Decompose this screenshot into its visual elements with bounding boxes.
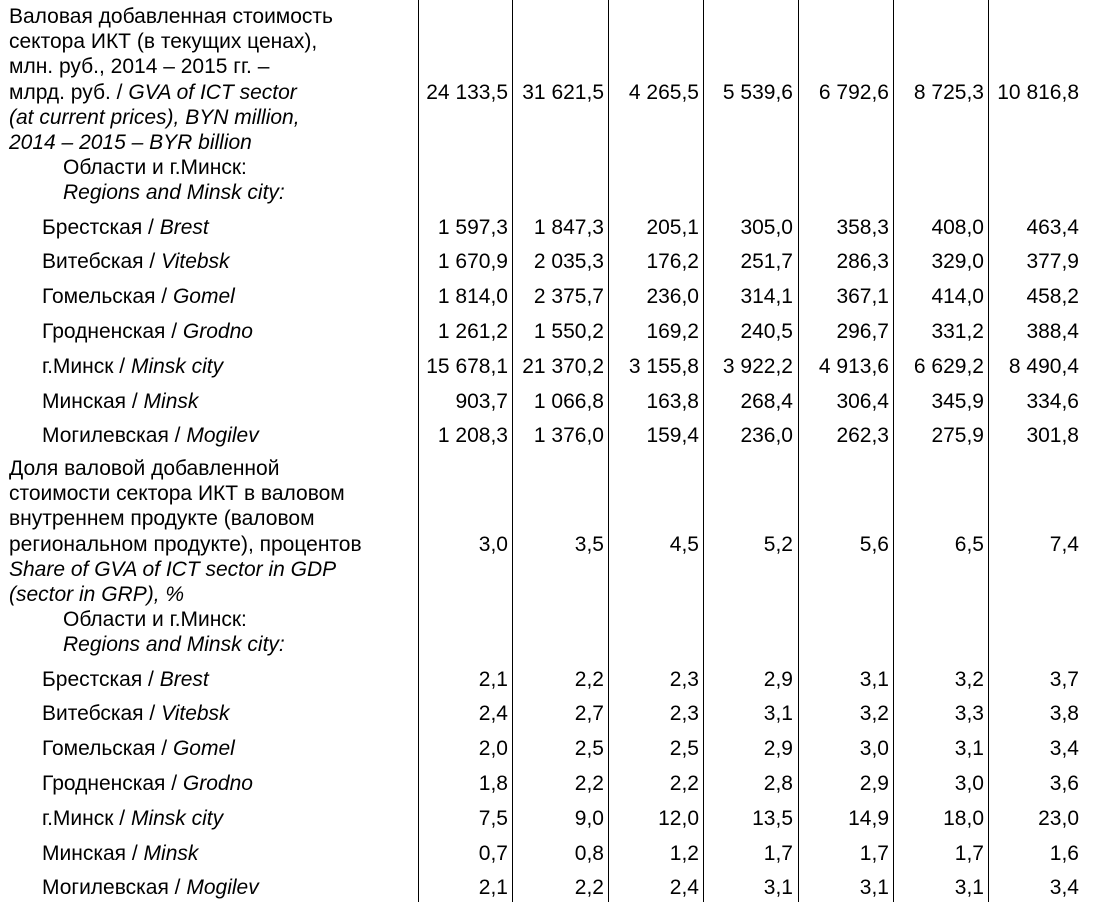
table-cell: 3,6: [1049, 772, 1079, 795]
table-cell: 3,1: [763, 702, 793, 726]
table-cell: 159,4: [646, 424, 699, 448]
total-value: 10 816,8: [997, 80, 1079, 104]
table-cell: 0,8: [574, 841, 604, 865]
table-cell: 3,0: [954, 772, 984, 795]
table-cell: 3,1: [859, 667, 889, 691]
section-title-line: [9, 54, 269, 79]
table-cell: 3,4: [1049, 876, 1079, 900]
table-cell: 268,4: [740, 389, 793, 413]
table-cell: 236,0: [646, 285, 699, 309]
column-rule: [418, 0, 419, 902]
table-cell: 1,7: [859, 841, 889, 865]
region-name-en: Gomel: [172, 285, 235, 309]
table-cell: 414,0: [931, 285, 984, 309]
title-text: (at current prices), BYN million,: [9, 105, 300, 129]
table-cell: 12,0: [658, 806, 699, 830]
table-cell: 8 490,4: [1008, 354, 1079, 378]
table-cell: 169,2: [646, 320, 699, 343]
table-cell: 6 629,2: [913, 354, 984, 378]
table-cell: 2,2: [574, 772, 604, 795]
table-cell: 1 670,9: [437, 250, 508, 274]
title-text: млрд. руб. /: [9, 80, 129, 104]
table-cell: 3 155,8: [628, 354, 699, 378]
table-cell: 240,5: [740, 320, 793, 343]
table-cell: 3,2: [859, 702, 889, 726]
table-cell: 2,3: [669, 702, 699, 726]
region-name-en: Mogilev: [186, 876, 259, 900]
total-value: 4 265,5: [628, 80, 699, 104]
table-cell: 251,7: [740, 250, 793, 274]
table-cell: 1 814,0: [437, 285, 508, 309]
table-cell: 2,5: [574, 737, 604, 761]
table-cell: 2,9: [859, 772, 889, 795]
title-text: Доля валовой добавленной: [9, 457, 280, 480]
table-cell: 163,8: [646, 389, 699, 413]
region-name-ru: Минская /: [42, 841, 144, 865]
table-cell: 2,1: [478, 667, 508, 691]
section-title-line: [9, 506, 315, 531]
column-rule: [512, 0, 513, 902]
table-cell: 13,5: [752, 806, 793, 830]
table-cell: 2,7: [574, 702, 604, 726]
table-row-label: [42, 249, 230, 274]
table-row-label: [42, 736, 235, 761]
table-cell: 2,1: [478, 876, 508, 900]
title-text: Валовая добавленная стоимость: [9, 5, 333, 28]
table-row-label: [42, 389, 198, 414]
table-cell: 15 678,1: [426, 354, 508, 378]
section-title-line: [9, 557, 336, 582]
title-text: внутреннем продукте (валовом: [9, 507, 315, 531]
table-cell: 1 066,8: [533, 389, 604, 413]
region-name-en: Mogilev: [186, 424, 259, 448]
table-cell: 314,1: [740, 285, 793, 309]
region-name-ru: Гродненская /: [42, 320, 183, 343]
title-text-en: GVA of ICT sector: [128, 80, 297, 104]
table-cell: 2,2: [574, 667, 604, 691]
table-row-label: [42, 354, 223, 379]
table-cell: 331,2: [931, 320, 984, 343]
table-cell: 3,0: [859, 737, 889, 761]
table-cell: 275,9: [931, 424, 984, 448]
table-row-label: [42, 319, 253, 344]
region-name-ru: г.Минск /: [42, 806, 131, 830]
table-cell: 1 208,3: [437, 424, 508, 448]
total-value: 5 539,6: [722, 80, 793, 104]
table-cell: 23,0: [1038, 806, 1079, 830]
table-cell: 334,6: [1026, 389, 1079, 413]
region-name-ru: Брестская /: [42, 215, 160, 239]
table-cell: 1 261,2: [437, 320, 508, 343]
table-cell: 2,0: [478, 737, 508, 761]
table-cell: 14,9: [848, 806, 889, 830]
region-name-ru: Витебская /: [42, 250, 162, 274]
table-cell: 205,1: [646, 215, 699, 239]
table-cell: 3,7: [1049, 667, 1079, 691]
table-cell: 3,2: [954, 667, 984, 691]
region-name-ru: Витебская /: [42, 702, 162, 726]
title-text: млн. руб., 2014 – 2015 гг. –: [9, 55, 270, 79]
region-name-en: Brest: [159, 667, 209, 691]
table-cell: 3,4: [1049, 737, 1079, 761]
table-cell: 2,2: [574, 876, 604, 900]
table-cell: 305,0: [740, 215, 793, 239]
region-name-en: Vitebsk: [161, 250, 230, 274]
table-cell: 9,0: [574, 806, 604, 830]
table-cell: 2,9: [763, 737, 793, 761]
table-cell: 358,3: [836, 215, 889, 239]
table-cell: 21 370,2: [522, 354, 604, 378]
column-rule: [608, 0, 609, 902]
total-value: 8 725,3: [913, 80, 984, 104]
table-row-label: [42, 806, 223, 831]
table-cell: 3 922,2: [722, 354, 793, 378]
table-cell: 903,7: [455, 389, 508, 413]
table-row-label: [42, 284, 235, 309]
region-name-ru: Гомельская /: [42, 285, 173, 309]
table-cell: 2,2: [669, 772, 699, 795]
table-cell: 3,1: [954, 876, 984, 900]
table-cell: 2,3: [669, 667, 699, 691]
table-cell: 286,3: [836, 250, 889, 274]
table-cell: 1 376,0: [533, 424, 604, 448]
table-cell: 2,5: [669, 737, 699, 761]
table-cell: 1,8: [478, 772, 508, 795]
regions-header-ru: Области и г.Минск:: [63, 156, 247, 180]
total-value: 6 792,6: [818, 80, 889, 104]
region-name-ru: Могилевская /: [42, 876, 187, 900]
table-cell: 345,9: [931, 389, 984, 413]
table-row-label: [42, 875, 259, 900]
total-value: 5,2: [763, 532, 793, 556]
table-row-label: [42, 667, 209, 692]
table-cell: 1 550,2: [533, 320, 604, 343]
table-cell: 296,7: [836, 320, 889, 343]
table-cell: 388,4: [1026, 320, 1079, 343]
section-title-line: [9, 130, 252, 155]
table-cell: 458,2: [1026, 285, 1079, 309]
title-text: стоимости сектора ИКТ в валовом: [9, 482, 345, 506]
table-cell: 377,9: [1026, 250, 1079, 274]
table-row-label: [42, 423, 259, 448]
region-name-ru: г.Минск /: [42, 354, 131, 378]
table-cell: 463,4: [1026, 215, 1079, 239]
table-cell: 408,0: [931, 215, 984, 239]
table-cell: 176,2: [646, 250, 699, 274]
table-cell: 3,1: [954, 737, 984, 761]
table-cell: 306,4: [836, 389, 889, 413]
table-cell: 2,8: [763, 772, 793, 795]
title-text: региональном продукте), процентов: [9, 532, 362, 556]
table-cell: 1,2: [669, 841, 699, 865]
table-cell: 1,7: [763, 841, 793, 865]
region-name-en: Minsk city: [130, 354, 224, 378]
table-cell: 18,0: [943, 806, 984, 830]
table-cell: 1 597,3: [437, 215, 508, 239]
region-name-en: Gomel: [172, 737, 235, 761]
table-cell: 262,3: [836, 424, 889, 448]
region-name-ru: Гомельская /: [42, 737, 173, 761]
title-text: сектора ИКТ (в текущих ценах),: [9, 30, 318, 54]
section-title-line: [9, 582, 184, 607]
section-title-line: [9, 29, 317, 54]
region-name-en: Grodno: [182, 320, 253, 343]
region-name-en: Minsk city: [130, 806, 224, 830]
table-cell: 1 847,3: [533, 215, 604, 239]
table-cell: 3,1: [763, 876, 793, 900]
table-cell: 329,0: [931, 250, 984, 274]
total-value: 31 621,5: [522, 80, 604, 104]
region-name-en: Grodno: [182, 772, 253, 795]
section-title-line: [9, 456, 279, 481]
total-value: 24 133,5: [426, 80, 508, 104]
table-row-label: [42, 215, 209, 240]
total-value: 3,0: [478, 532, 508, 556]
column-rule: [988, 0, 989, 902]
table-cell: 236,0: [740, 424, 793, 448]
table-cell: 3,1: [859, 876, 889, 900]
region-name-ru: Гродненская /: [42, 772, 183, 795]
table-cell: 0,7: [478, 841, 508, 865]
table-row-label: [42, 841, 198, 866]
section-title-line: [9, 481, 345, 506]
region-name-en: Vitebsk: [161, 702, 230, 726]
total-value: 4,5: [669, 532, 699, 556]
table-cell: 301,8: [1026, 424, 1079, 448]
table-cell: 2,4: [478, 702, 508, 726]
column-rule: [893, 0, 894, 902]
table-cell: 2 375,7: [533, 285, 604, 309]
region-name-ru: Могилевская /: [42, 424, 187, 448]
region-name-en: Minsk: [143, 841, 199, 865]
table-cell: 1,6: [1049, 841, 1079, 865]
table-cell: 2 035,3: [533, 250, 604, 274]
table-cell: 2,4: [669, 876, 699, 900]
total-value: 5,6: [859, 532, 889, 556]
table-cell: 2,9: [763, 667, 793, 691]
regions-header-en: Regions and Minsk city:: [63, 633, 285, 657]
table-cell: 367,1: [836, 285, 889, 309]
region-name-ru: Брестская /: [42, 667, 160, 691]
title-text: Share of GVA of ICT sector in GDP: [9, 557, 337, 581]
table-cell: 7,5: [478, 806, 508, 830]
section-title-line: [9, 532, 362, 557]
column-rule: [798, 0, 799, 902]
column-rule: [703, 0, 704, 902]
title-text: (sector in GRP), %: [9, 583, 185, 606]
table-cell: 4 913,6: [818, 354, 889, 378]
region-name-ru: Минская /: [42, 389, 144, 413]
total-value: 3,5: [574, 532, 604, 556]
table-cell: 3,3: [954, 702, 984, 726]
total-value: 7,4: [1049, 532, 1079, 556]
section-title-line: [9, 4, 333, 29]
section-title-line: [9, 105, 300, 130]
title-text: 2014 – 2015 – BYR billion: [9, 131, 252, 154]
region-name-en: Minsk: [143, 389, 199, 413]
total-value: 6,5: [954, 532, 984, 556]
table-cell: 1,7: [954, 841, 984, 865]
section-title-line: [9, 80, 297, 105]
table-row-label: [42, 771, 253, 796]
table-row-label: [42, 701, 230, 726]
regions-header-en: Regions and Minsk city:: [63, 181, 285, 205]
regions-header-ru: Области и г.Минск:: [63, 608, 247, 632]
table-cell: 3,8: [1049, 702, 1079, 726]
region-name-en: Brest: [159, 215, 209, 239]
